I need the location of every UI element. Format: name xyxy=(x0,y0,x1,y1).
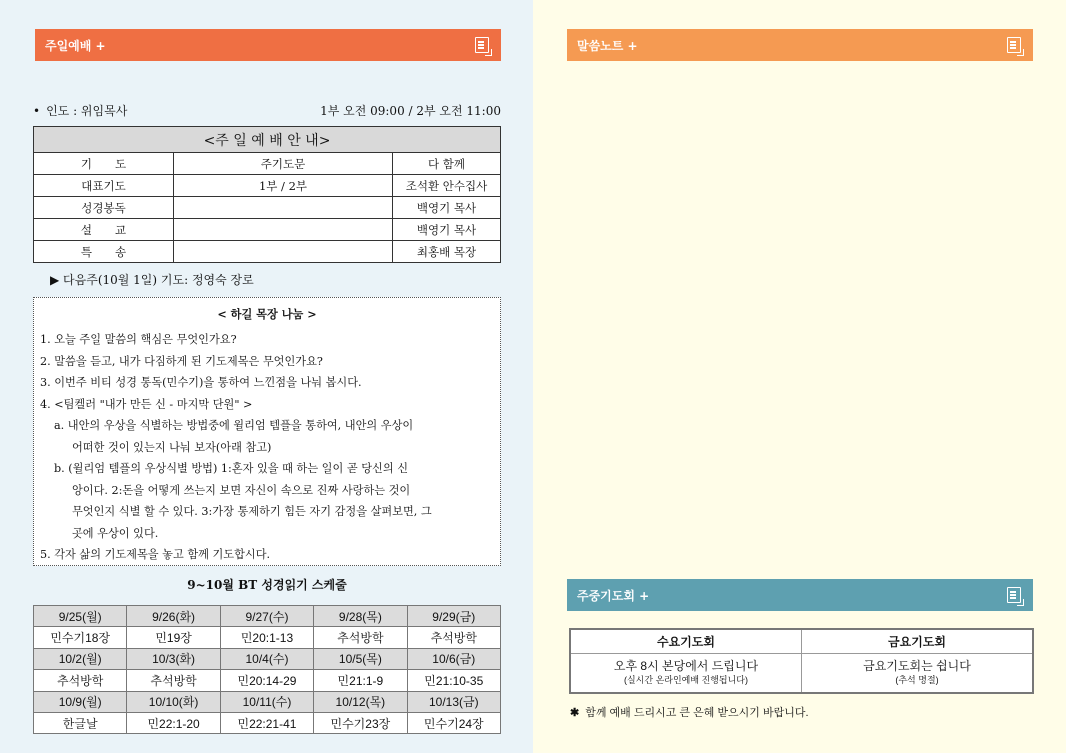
table-row xyxy=(34,241,501,263)
schedule-reading: 추석방학 xyxy=(34,670,127,691)
order-content: 주기도문 xyxy=(174,153,393,175)
friday-prayer-info xyxy=(802,653,1034,693)
schedule-reading: 민22:21-41 xyxy=(220,712,313,733)
order-item: 대표기도 xyxy=(34,175,174,197)
friday-prayer-main: 금요기도회는 쉽니다 xyxy=(863,658,971,673)
blessing-text: 함께 예배 드리시고 큰 은혜 받으시기 바랍니다. xyxy=(585,707,809,719)
sermon-notes-title: 말씀노트 + xyxy=(577,38,638,53)
table-row xyxy=(34,712,501,733)
leader-time-row xyxy=(33,102,501,119)
schedule-date: 10/6(금) xyxy=(407,648,500,669)
service-times: 1부 오전 09:00 / 2부 오전 11:00 xyxy=(320,104,501,118)
schedule-reading: 민20:14-29 xyxy=(220,670,313,691)
prayer-meeting-table xyxy=(569,628,1034,694)
schedule-date: 10/12(목) xyxy=(314,691,407,712)
schedule-reading: 민수기18장 xyxy=(34,627,127,648)
schedule-date: 10/10(화) xyxy=(127,691,220,712)
schedule-date: 10/9(월) xyxy=(34,691,127,712)
wednesday-prayer-note: (실시간 온라인예배 진행됩니다) xyxy=(623,674,749,685)
schedule-date: 9/28(목) xyxy=(314,606,407,627)
schedule-date: 10/4(수) xyxy=(220,648,313,669)
table-row xyxy=(34,153,501,175)
weekday-prayer-header[interactable] xyxy=(567,579,1033,611)
sharing-subquestion: 무엇인지 식별 할 수 있다. 3:가장 통제하기 힘든 자기 감정을 살펴보면, 그 xyxy=(72,505,432,518)
friday-prayer-title: 금요기도회 xyxy=(802,629,1034,653)
schedule-reading: 민수기24장 xyxy=(407,712,500,733)
sharing-subquestion: a. 내안의 우상을 식별하는 방법중에 윌리엄 템플을 통하여, 내안의 우상이 xyxy=(54,419,414,432)
schedule-date: 10/13(금) xyxy=(407,691,500,712)
wednesday-prayer-main: 오후 8시 본당에서 드립니다 xyxy=(613,658,759,673)
schedule-reading: 추석방학 xyxy=(407,627,500,648)
schedule-date: 9/27(수) xyxy=(220,606,313,627)
friday-prayer-note: (추석 명절) xyxy=(895,674,939,685)
table-row xyxy=(34,648,501,669)
next-week-prayer: ▶ 다음주(10월 1일) 기도: 정영숙 장로 xyxy=(50,273,254,287)
schedule-reading: 추석방학 xyxy=(127,670,220,691)
schedule-date: 10/3(화) xyxy=(127,648,220,669)
table-row xyxy=(34,691,501,712)
order-item: 설 교 xyxy=(34,219,174,241)
table-row xyxy=(34,219,501,241)
order-item: 성경봉독 xyxy=(34,197,174,219)
table-row xyxy=(34,627,501,648)
document-icon[interactable] xyxy=(1007,587,1021,603)
order-content: 1부 / 2부 xyxy=(174,175,393,197)
leader-label: • 인도 : 위임목사 xyxy=(33,104,128,118)
schedule-reading: 민20:1-13 xyxy=(220,627,313,648)
blessing-message xyxy=(570,704,809,720)
schedule-date: 9/26(화) xyxy=(127,606,220,627)
schedule-reading: 민19장 xyxy=(127,627,220,648)
sunday-worship-header[interactable] xyxy=(35,29,501,61)
order-leader: 최홍배 목장 xyxy=(393,241,501,263)
worship-order-title: <주 일 예 배 안 내> xyxy=(34,127,501,153)
wednesday-prayer-title: 수요기도회 xyxy=(570,629,802,653)
sharing-question: 5. 각자 삶의 기도제목을 놓고 함께 기도합시다. xyxy=(40,548,271,561)
schedule-date: 10/2(월) xyxy=(34,648,127,669)
schedule-date: 10/11(수) xyxy=(220,691,313,712)
table-row xyxy=(34,606,501,627)
sharing-subquestion: 앙이다. 2:돈을 어떻게 쓰는지 보면 자신이 속으로 진짜 사랑하는 것이 xyxy=(72,483,411,497)
sunday-worship-title: 주일예배 + xyxy=(45,38,106,53)
order-item: 특 송 xyxy=(34,241,174,263)
schedule-reading: 민22:1-20 xyxy=(127,712,220,733)
sharing-title: < 하길 목장 나눔 > xyxy=(217,307,317,321)
bible-reading-schedule xyxy=(33,605,501,734)
schedule-date: 9/25(월) xyxy=(34,606,127,627)
table-row xyxy=(34,175,501,197)
sharing-question: 1. 오늘 주일 말씀의 핵심은 무엇인가요? xyxy=(40,333,237,346)
sermon-notes-header[interactable] xyxy=(567,29,1033,61)
schedule-reading: 민수기23장 xyxy=(314,712,407,733)
small-group-sharing-box xyxy=(33,297,501,566)
table-row xyxy=(570,629,1033,653)
schedule-reading: 한글날 xyxy=(34,712,127,733)
order-leader: 조석환 안수집사 xyxy=(393,175,501,197)
document-icon[interactable] xyxy=(1007,37,1021,53)
schedule-reading: 민21:10-35 xyxy=(407,670,500,691)
weekday-prayer-title: 주중기도회 + xyxy=(577,588,650,603)
sharing-question: 3. 이번주 비티 성경 통독(민수기)을 통하여 느낀점을 나눠 봅시다. xyxy=(40,376,362,389)
table-row xyxy=(34,197,501,219)
table-row xyxy=(570,653,1033,693)
sharing-subquestion: b. (윌리엄 템플의 우상식별 방법) 1:혼자 있을 때 하는 일이 곧 당신의 신 xyxy=(54,462,408,475)
schedule-date: 10/5(목) xyxy=(314,648,407,669)
asterisk-icon: ✱ xyxy=(570,707,580,719)
document-icon[interactable] xyxy=(475,37,489,53)
order-leader: 백영기 목사 xyxy=(393,219,501,241)
sharing-subquestion: 어떠한 것이 있는지 나눠 보자(아래 참고) xyxy=(72,440,272,454)
sharing-question: 2. 말씀을 듣고, 내가 다짐하게 된 기도제목은 무엇인가요? xyxy=(40,354,323,368)
table-row xyxy=(34,670,501,691)
order-leader: 백영기 목사 xyxy=(393,197,501,219)
order-content xyxy=(174,241,393,263)
schedule-date: 9/29(금) xyxy=(407,606,500,627)
schedule-reading: 추석방학 xyxy=(314,627,407,648)
order-item: 기 도 xyxy=(34,153,174,175)
schedule-title: 9~10월 BT 성경읽기 스케줄 xyxy=(187,578,347,592)
worship-order-table xyxy=(33,126,501,263)
order-content xyxy=(174,197,393,219)
wednesday-prayer-info xyxy=(570,653,802,693)
sharing-subquestion: 곳에 우상이 있다. xyxy=(72,526,159,540)
order-leader: 다 함께 xyxy=(393,153,501,175)
sharing-question: 4. <팀켈러 "내가 만든 신 - 마지막 단원" > xyxy=(40,397,253,411)
schedule-reading: 민21:1-9 xyxy=(314,670,407,691)
order-content xyxy=(174,219,393,241)
